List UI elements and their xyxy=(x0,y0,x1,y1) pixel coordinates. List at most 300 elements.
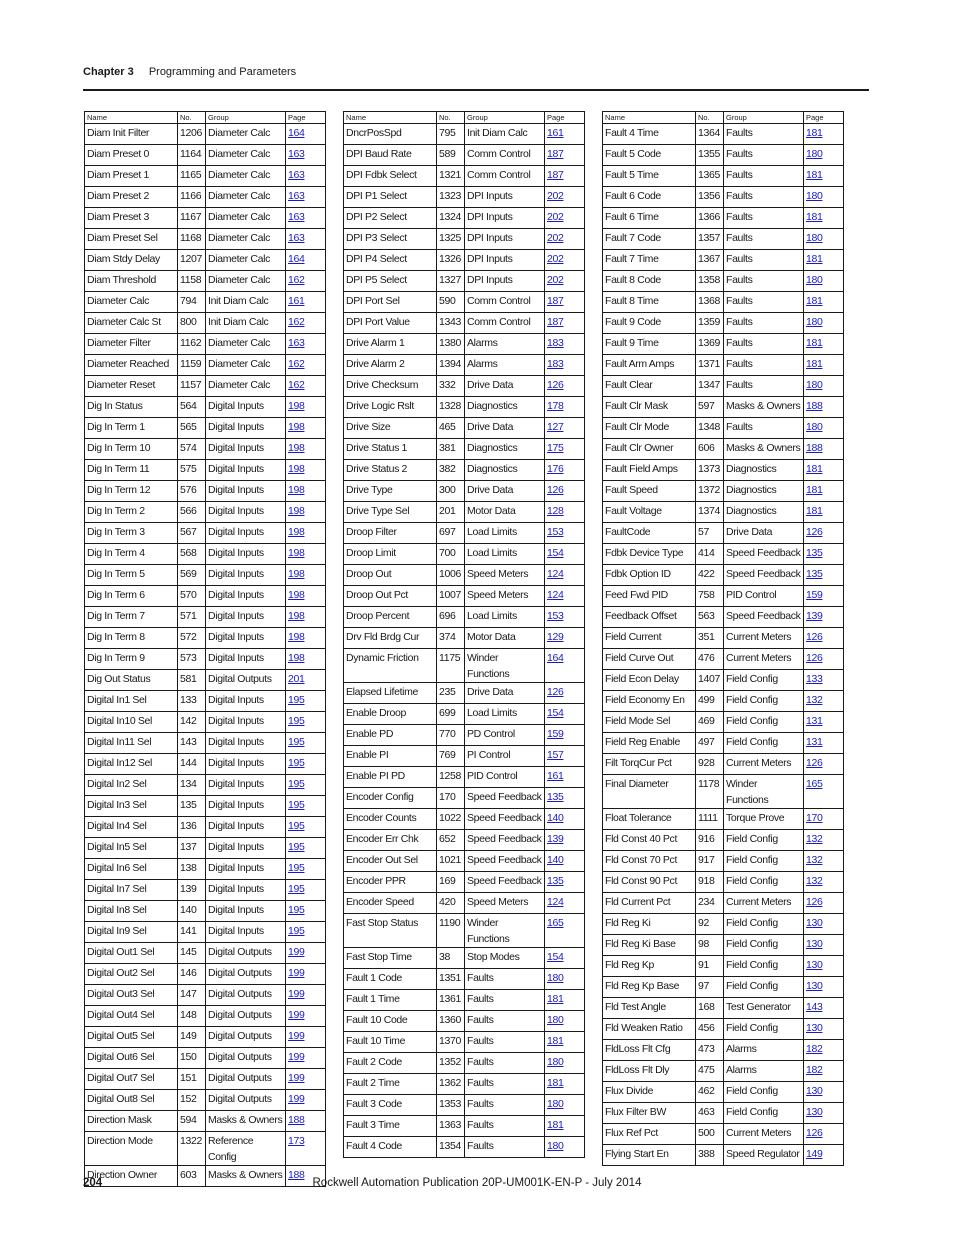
page-cell xyxy=(286,292,326,313)
param-group: Motor Data xyxy=(465,628,545,649)
param-name: Digital In3 Sel xyxy=(85,796,178,817)
param-group: Current Meters xyxy=(724,649,804,670)
page-cell xyxy=(545,767,585,788)
page-link[interactable]: 183 xyxy=(547,337,564,349)
page-link[interactable]: 128 xyxy=(547,505,564,517)
page-link[interactable]: 178 xyxy=(547,400,564,412)
page-cell xyxy=(545,809,585,830)
page-cell xyxy=(545,124,585,145)
page-link[interactable]: 135 xyxy=(547,875,564,887)
page-link[interactable]: 188 xyxy=(288,1114,305,1126)
page-link[interactable]: 195 xyxy=(288,694,305,706)
param-name: Diameter Reset xyxy=(85,376,178,397)
param-group: Digital Inputs xyxy=(206,775,286,796)
page-cell xyxy=(545,355,585,376)
page-link[interactable]: 164 xyxy=(288,127,305,139)
page-link[interactable]: 180 xyxy=(806,148,823,160)
page-link[interactable]: 132 xyxy=(806,854,823,866)
page-link[interactable]: 183 xyxy=(547,358,564,370)
param-group: Faults xyxy=(724,334,804,355)
param-group: Speed Meters xyxy=(465,893,545,914)
page-link[interactable]: 199 xyxy=(288,1093,305,1105)
page-link[interactable]: 188 xyxy=(806,400,823,412)
page-link[interactable]: 180 xyxy=(806,421,823,433)
page-cell xyxy=(545,649,585,683)
page-link[interactable]: 195 xyxy=(288,883,305,895)
page-link[interactable]: 180 xyxy=(806,316,823,328)
param-number: 564 xyxy=(178,397,206,418)
page-link[interactable]: 181 xyxy=(806,253,823,265)
param-group: Drive Data xyxy=(465,481,545,502)
page-link[interactable]: 188 xyxy=(806,442,823,454)
page-link[interactable]: 199 xyxy=(288,988,305,1000)
table-row xyxy=(85,964,326,985)
param-name: Digital Out2 Sel xyxy=(85,964,178,985)
table-row xyxy=(344,1053,585,1074)
page-link[interactable]: 173 xyxy=(288,1135,305,1147)
page-link[interactable]: 195 xyxy=(288,778,305,790)
page-link[interactable]: 135 xyxy=(806,547,823,559)
page-link[interactable]: 164 xyxy=(288,253,305,265)
page-link[interactable]: 139 xyxy=(806,610,823,622)
page-link[interactable]: 199 xyxy=(288,1009,305,1021)
page-link[interactable]: 149 xyxy=(806,1148,823,1160)
param-group: Field Config xyxy=(724,1082,804,1103)
param-group: Faults xyxy=(465,990,545,1011)
page-link[interactable]: 202 xyxy=(547,190,564,202)
page-link[interactable]: 159 xyxy=(547,728,564,740)
param-group: Field Config xyxy=(724,670,804,691)
param-name: Fault 8 Time xyxy=(603,292,696,313)
page-link[interactable]: 132 xyxy=(806,694,823,706)
page-cell xyxy=(804,830,844,851)
table-row xyxy=(344,334,585,355)
param-group: Current Meters xyxy=(724,893,804,914)
param-number: 1022 xyxy=(437,809,465,830)
param-group: Faults xyxy=(724,292,804,313)
page-cell xyxy=(286,523,326,544)
page-link[interactable]: 163 xyxy=(288,148,305,160)
table-row xyxy=(85,922,326,943)
page-link[interactable]: 126 xyxy=(806,526,823,538)
chapter-label: Chapter 3 xyxy=(83,66,134,78)
table-row xyxy=(603,628,844,649)
page-link[interactable]: 161 xyxy=(547,770,564,782)
table-row xyxy=(85,544,326,565)
page-link[interactable]: 180 xyxy=(547,1140,564,1152)
param-group: Digital Inputs xyxy=(206,628,286,649)
page-link[interactable]: 170 xyxy=(806,812,823,824)
page-cell xyxy=(804,893,844,914)
table-row xyxy=(344,1074,585,1095)
page-link[interactable]: 198 xyxy=(288,442,305,454)
page-cell xyxy=(804,754,844,775)
page-link[interactable]: 130 xyxy=(806,917,823,929)
page-link[interactable]: 195 xyxy=(288,820,305,832)
page-link[interactable]: 164 xyxy=(547,652,564,664)
param-name: Digital Out3 Sel xyxy=(85,985,178,1006)
param-group: Digital Outputs xyxy=(206,985,286,1006)
page-link[interactable]: 126 xyxy=(547,686,564,698)
page-cell xyxy=(286,544,326,565)
page-cell xyxy=(286,397,326,418)
page-link[interactable]: 127 xyxy=(547,421,564,433)
page-link[interactable]: 135 xyxy=(806,568,823,580)
param-number: 1380 xyxy=(437,334,465,355)
param-group: Field Config xyxy=(724,733,804,754)
page-link[interactable]: 199 xyxy=(288,1051,305,1063)
table-row xyxy=(603,439,844,460)
page-link[interactable]: 130 xyxy=(806,1106,823,1118)
param-group: Digital Outputs xyxy=(206,943,286,964)
param-number: 590 xyxy=(437,292,465,313)
param-name: Digital In6 Sel xyxy=(85,859,178,880)
param-number: 575 xyxy=(178,460,206,481)
param-name: Dig In Term 8 xyxy=(85,628,178,649)
page-link[interactable]: 195 xyxy=(288,862,305,874)
page-link[interactable]: 181 xyxy=(806,169,823,181)
page-link[interactable]: 180 xyxy=(806,274,823,286)
param-group: Diagnostics xyxy=(724,481,804,502)
param-number: 568 xyxy=(178,544,206,565)
param-name: Direction Mode xyxy=(85,1132,178,1166)
page-link[interactable]: 181 xyxy=(547,993,564,1005)
param-number: 138 xyxy=(178,859,206,880)
param-name: Dig In Term 12 xyxy=(85,481,178,502)
page-link[interactable]: 181 xyxy=(547,1119,564,1131)
param-name: Fld Reg Kp xyxy=(603,956,696,977)
page-cell xyxy=(286,901,326,922)
page-link[interactable]: 198 xyxy=(288,610,305,622)
table-row xyxy=(344,704,585,725)
param-number: 1258 xyxy=(437,767,465,788)
page-link[interactable]: 198 xyxy=(288,505,305,517)
page-cell xyxy=(804,523,844,544)
page-link[interactable]: 126 xyxy=(806,757,823,769)
table-row xyxy=(344,969,585,990)
page-link[interactable]: 153 xyxy=(547,610,564,622)
page-cell xyxy=(804,1124,844,1145)
table-row xyxy=(344,292,585,313)
param-name: Fault 10 Time xyxy=(344,1032,437,1053)
page-link[interactable]: 199 xyxy=(288,1030,305,1042)
table-row xyxy=(344,271,585,292)
page-cell xyxy=(545,292,585,313)
param-group: Faults xyxy=(724,250,804,271)
table-row xyxy=(85,1027,326,1048)
param-group: Digital Inputs xyxy=(206,712,286,733)
page-link[interactable]: 163 xyxy=(288,169,305,181)
table-row xyxy=(603,481,844,502)
page-link[interactable]: 187 xyxy=(547,316,564,328)
page-cell xyxy=(286,460,326,481)
page-link[interactable]: 126 xyxy=(547,484,564,496)
page-link[interactable]: 154 xyxy=(547,547,564,559)
page-cell xyxy=(804,691,844,712)
param-number: 574 xyxy=(178,439,206,460)
page-link[interactable]: 130 xyxy=(806,1022,823,1034)
page-link[interactable]: 198 xyxy=(288,421,305,433)
page-link[interactable]: 131 xyxy=(806,736,823,748)
table-row xyxy=(344,990,585,1011)
param-name: Droop Percent xyxy=(344,607,437,628)
page-link[interactable]: 143 xyxy=(806,1001,823,1013)
param-name: Fld Current Pct xyxy=(603,893,696,914)
page-cell xyxy=(286,502,326,523)
table-row xyxy=(603,397,844,418)
param-number: 1007 xyxy=(437,586,465,607)
param-number: 1327 xyxy=(437,271,465,292)
page-link[interactable]: 195 xyxy=(288,799,305,811)
param-name: Fault 5 Time xyxy=(603,166,696,187)
param-number: 234 xyxy=(696,893,724,914)
table-row xyxy=(344,229,585,250)
page-link[interactable]: 165 xyxy=(806,778,823,790)
page-link[interactable]: 198 xyxy=(288,589,305,601)
page-link[interactable]: 124 xyxy=(547,568,564,580)
page-cell xyxy=(804,712,844,733)
page-link[interactable]: 187 xyxy=(547,295,564,307)
page-link[interactable]: 163 xyxy=(288,337,305,349)
page-link[interactable]: 202 xyxy=(547,274,564,286)
page-link[interactable]: 163 xyxy=(288,190,305,202)
page-link[interactable]: 198 xyxy=(288,463,305,475)
param-name: Dig In Term 11 xyxy=(85,460,178,481)
param-number: 794 xyxy=(178,292,206,313)
param-group: Test Generator xyxy=(724,998,804,1019)
table-row xyxy=(603,809,844,830)
page-link[interactable]: 162 xyxy=(288,379,305,391)
page-link[interactable]: 161 xyxy=(547,127,564,139)
page-link[interactable]: 198 xyxy=(288,400,305,412)
param-group: Field Config xyxy=(724,691,804,712)
parameter-table-2 xyxy=(343,111,585,1158)
page-link[interactable]: 180 xyxy=(547,1056,564,1068)
page-link[interactable]: 180 xyxy=(547,1098,564,1110)
page-link[interactable]: 199 xyxy=(288,967,305,979)
page-link[interactable]: 163 xyxy=(288,211,305,223)
param-name: DPI Port Sel xyxy=(344,292,437,313)
table-row xyxy=(603,355,844,376)
page-link[interactable]: 126 xyxy=(806,631,823,643)
page-link[interactable]: 181 xyxy=(806,358,823,370)
page-link[interactable]: 181 xyxy=(806,127,823,139)
param-number: 572 xyxy=(178,628,206,649)
table-row xyxy=(85,523,326,544)
page-link[interactable]: 199 xyxy=(288,946,305,958)
param-group: Faults xyxy=(724,145,804,166)
page-link[interactable]: 132 xyxy=(806,875,823,887)
param-name: Diam Init Filter xyxy=(85,124,178,145)
param-name: Drive Type Sel xyxy=(344,502,437,523)
page-link[interactable]: 202 xyxy=(547,232,564,244)
page-link[interactable]: 181 xyxy=(547,1077,564,1089)
param-name: Encoder Out Sel xyxy=(344,851,437,872)
page-link[interactable]: 131 xyxy=(806,715,823,727)
page-link[interactable]: 126 xyxy=(806,652,823,664)
param-name: Fault Voltage xyxy=(603,502,696,523)
page-link[interactable]: 182 xyxy=(806,1064,823,1076)
page-link[interactable]: 180 xyxy=(547,1014,564,1026)
param-group: Speed Feedback xyxy=(724,607,804,628)
header-group: Group xyxy=(465,112,545,124)
page-link[interactable]: 176 xyxy=(547,463,564,475)
page-link[interactable]: 195 xyxy=(288,715,305,727)
param-group: Diagnostics xyxy=(465,397,545,418)
page-link[interactable]: 157 xyxy=(547,749,564,761)
param-name: Digital In7 Sel xyxy=(85,880,178,901)
param-group: Load Limits xyxy=(465,607,545,628)
page-link[interactable]: 180 xyxy=(806,190,823,202)
page-cell xyxy=(286,187,326,208)
page-link[interactable]: 126 xyxy=(547,379,564,391)
page-link[interactable]: 130 xyxy=(806,980,823,992)
param-group: Digital Inputs xyxy=(206,607,286,628)
page-link[interactable]: 129 xyxy=(547,631,564,643)
page-link[interactable]: 181 xyxy=(806,505,823,517)
param-name: Field Curve Out xyxy=(603,649,696,670)
page-link[interactable]: 175 xyxy=(547,442,564,454)
page-link[interactable]: 202 xyxy=(547,211,564,223)
page-link[interactable]: 154 xyxy=(547,707,564,719)
page-cell xyxy=(804,670,844,691)
page-link[interactable]: 161 xyxy=(288,295,305,307)
param-number: 422 xyxy=(696,565,724,586)
page-link[interactable]: 198 xyxy=(288,547,305,559)
page-link[interactable]: 201 xyxy=(288,673,305,685)
page-cell xyxy=(286,166,326,187)
page-link[interactable]: 198 xyxy=(288,631,305,643)
table-row xyxy=(344,628,585,649)
param-name: Diam Preset 3 xyxy=(85,208,178,229)
page-link[interactable]: 163 xyxy=(288,232,305,244)
page-link[interactable]: 162 xyxy=(288,316,305,328)
page-link[interactable]: 133 xyxy=(806,673,823,685)
page-link[interactable]: 130 xyxy=(806,1085,823,1097)
page-link[interactable]: 198 xyxy=(288,652,305,664)
page-link[interactable]: 199 xyxy=(288,1072,305,1084)
page-link[interactable]: 195 xyxy=(288,757,305,769)
page-link[interactable]: 181 xyxy=(806,211,823,223)
page-link[interactable]: 135 xyxy=(547,791,564,803)
page-link[interactable]: 202 xyxy=(547,253,564,265)
param-name: Encoder PPR xyxy=(344,872,437,893)
page-cell xyxy=(286,418,326,439)
page-link[interactable]: 182 xyxy=(806,1043,823,1055)
param-group: Diameter Calc xyxy=(206,334,286,355)
page-cell xyxy=(804,166,844,187)
page-link[interactable]: 198 xyxy=(288,484,305,496)
page-link[interactable]: 180 xyxy=(806,379,823,391)
table-row xyxy=(603,565,844,586)
page-link[interactable]: 181 xyxy=(547,1035,564,1047)
page-cell xyxy=(286,649,326,670)
header-group: Group xyxy=(724,112,804,124)
page-cell xyxy=(545,1095,585,1116)
page-cell xyxy=(286,964,326,985)
page-link[interactable]: 181 xyxy=(806,337,823,349)
param-group: Field Config xyxy=(724,914,804,935)
param-name: Fault 6 Time xyxy=(603,208,696,229)
page-link[interactable]: 180 xyxy=(806,232,823,244)
param-number: 140 xyxy=(178,901,206,922)
table-row xyxy=(603,670,844,691)
page-link[interactable]: 165 xyxy=(547,917,564,929)
page-link[interactable]: 187 xyxy=(547,148,564,160)
page-link[interactable]: 180 xyxy=(547,972,564,984)
page-link[interactable]: 187 xyxy=(547,169,564,181)
param-name: Drive Checksum xyxy=(344,376,437,397)
page-link[interactable]: 188 xyxy=(288,1169,305,1181)
table-row xyxy=(344,355,585,376)
param-number: 918 xyxy=(696,872,724,893)
page-cell xyxy=(804,914,844,935)
page-link[interactable]: 130 xyxy=(806,938,823,950)
page-link[interactable]: 140 xyxy=(547,812,564,824)
param-group: Digital Inputs xyxy=(206,838,286,859)
page-link[interactable]: 126 xyxy=(806,1127,823,1139)
page-link[interactable]: 132 xyxy=(806,833,823,845)
param-name: DPI Baud Rate xyxy=(344,145,437,166)
page-link[interactable]: 124 xyxy=(547,896,564,908)
page-link[interactable]: 195 xyxy=(288,904,305,916)
page-link[interactable]: 153 xyxy=(547,526,564,538)
page-link[interactable]: 198 xyxy=(288,568,305,580)
param-group: Field Config xyxy=(724,1019,804,1040)
page-link[interactable]: 124 xyxy=(547,589,564,601)
page-link[interactable]: 195 xyxy=(288,841,305,853)
param-name: Digital In12 Sel xyxy=(85,754,178,775)
page-link[interactable]: 159 xyxy=(806,589,823,601)
param-number: 567 xyxy=(178,523,206,544)
param-name: Field Mode Sel xyxy=(603,712,696,733)
param-name: Fld Const 90 Pct xyxy=(603,872,696,893)
page-link[interactable]: 195 xyxy=(288,925,305,937)
param-number: 700 xyxy=(437,544,465,565)
param-group: Masks & Owners xyxy=(206,1111,286,1132)
page-link[interactable]: 140 xyxy=(547,854,564,866)
table-row xyxy=(85,733,326,754)
param-number: 143 xyxy=(178,733,206,754)
page-link[interactable]: 154 xyxy=(547,951,564,963)
page-cell xyxy=(286,124,326,145)
param-name: FaultCode xyxy=(603,523,696,544)
page-cell xyxy=(804,809,844,830)
param-group: Speed Regulator xyxy=(724,1145,804,1166)
page-link[interactable]: 162 xyxy=(288,274,305,286)
page-cell xyxy=(545,948,585,969)
page-cell xyxy=(804,1082,844,1103)
page-cell xyxy=(804,977,844,998)
page-link[interactable]: 162 xyxy=(288,358,305,370)
param-name: Fld Test Angle xyxy=(603,998,696,1019)
page-link[interactable]: 181 xyxy=(806,295,823,307)
table-row xyxy=(85,376,326,397)
page-cell xyxy=(545,893,585,914)
page-cell xyxy=(545,523,585,544)
page-link[interactable]: 195 xyxy=(288,736,305,748)
page-link[interactable]: 126 xyxy=(806,896,823,908)
param-group: PID Control xyxy=(724,586,804,607)
page-cell xyxy=(804,187,844,208)
page-link[interactable]: 198 xyxy=(288,526,305,538)
page-link[interactable]: 181 xyxy=(806,463,823,475)
param-name: Droop Limit xyxy=(344,544,437,565)
param-number: 1355 xyxy=(696,145,724,166)
page-link[interactable]: 181 xyxy=(806,484,823,496)
page-link[interactable]: 139 xyxy=(547,833,564,845)
page-link[interactable]: 130 xyxy=(806,959,823,971)
